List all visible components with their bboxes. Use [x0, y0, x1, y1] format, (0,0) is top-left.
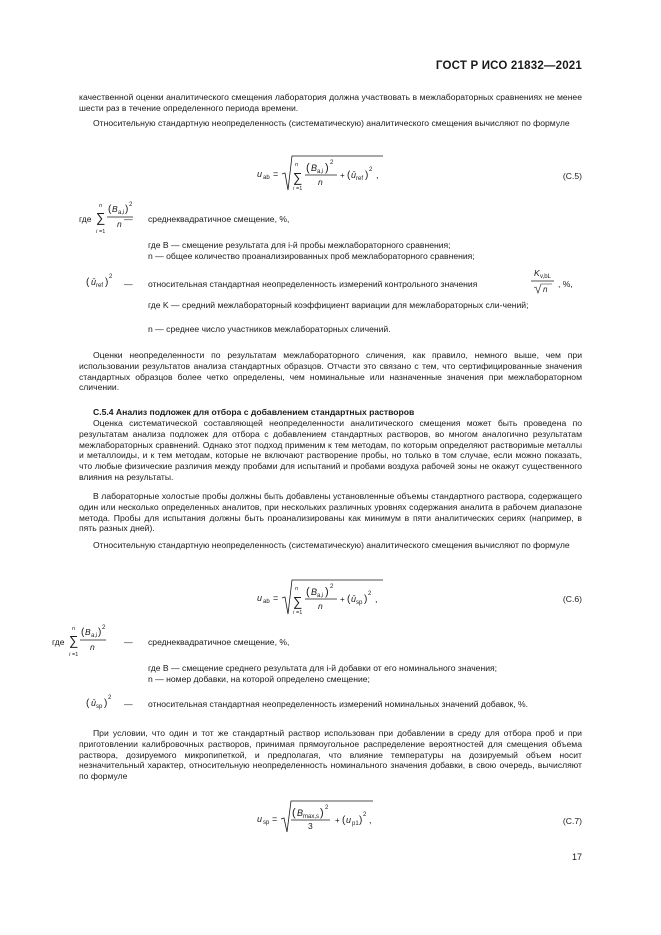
svg-text:K: K: [534, 268, 540, 278]
svg-text:n: n: [295, 162, 299, 168]
svg-text:n: n: [90, 642, 95, 652]
svg-text:2: 2: [108, 695, 112, 701]
definition-n-samples: n — общее количество проанализированных проб межлабораторного сравнения;: [148, 251, 475, 261]
svg-text:a,i: a,i: [317, 169, 324, 175]
usp-symbol: [85, 692, 115, 714]
svg-text:): ): [320, 807, 324, 819]
svg-text:=: =: [272, 814, 278, 824]
svg-text:(: (: [306, 586, 310, 598]
svg-text:B: B: [311, 587, 318, 597]
svg-text:∑: ∑: [69, 633, 79, 648]
svg-text:3: 3: [308, 821, 313, 831]
svg-text:n: n: [295, 586, 299, 592]
paragraph-7: При условии, что один и тот же стандартный раствор использован при добавлении в среду для отбора проб и при приготовлении калибровочных растворов, принимая прямоугольное распределение вероятностей для смещения объема раствора, дозируемого микропипеткой, и предполагая, что влияние температуры на дозируемый объем носит незначительный характер, относительную неопределенность номинального значения добавки, в свою очередь, вычисляют по формуле: [79, 728, 582, 782]
svg-text:a,i: a,i: [91, 633, 98, 639]
svg-text:ū: ū: [91, 277, 97, 287]
definition-bias-Bai-2: где B — смещение среднего результата для i-й добавки от его номинального значения;: [148, 663, 498, 673]
svg-text:sp: sp: [96, 704, 103, 710]
svg-text:2: 2: [325, 805, 329, 811]
equation-c5-number: (С.5): [562, 171, 582, 181]
svg-text:=: =: [273, 593, 279, 603]
svg-text:i: i: [293, 610, 295, 616]
svg-text:): ): [104, 698, 108, 709]
where-label-1: где: [79, 214, 92, 224]
equation-c6-number: (С.6): [562, 594, 582, 604]
svg-text:B: B: [85, 627, 91, 637]
svg-text:i: i: [69, 652, 71, 658]
svg-text:max,s: max,s: [303, 814, 320, 820]
svg-text:B: B: [297, 808, 304, 818]
paragraph-2: Относительную стандартную неопределенность (систематическую) аналитического смещения вычисляют по формуле: [93, 118, 570, 128]
svg-text:sp: sp: [263, 820, 270, 826]
svg-text:(: (: [108, 204, 112, 215]
svg-text:u: u: [257, 814, 263, 824]
paragraph-1: качественной оценки аналитического смещения лаборатория должна участвовать в межлабораторных сравнениях не менее шести раз в течение определенного периода времени.: [79, 92, 582, 113]
svg-text:): ): [365, 170, 369, 181]
svg-text:2: 2: [129, 202, 133, 208]
svg-text:u: u: [257, 169, 263, 179]
svg-text:2: 2: [109, 274, 113, 280]
definition-bias-Bai: где B — смещение результата для i-й пробы межлабораторного сравнения;: [148, 240, 451, 250]
svg-text:2: 2: [363, 812, 367, 818]
definition-rms-bias-2: среднеквадратичное смещение, %,: [148, 637, 290, 647]
svg-text:a,i: a,i: [118, 210, 125, 216]
svg-text:+: +: [340, 171, 345, 180]
svg-text:2: 2: [330, 160, 334, 166]
svg-text:a,i: a,i: [317, 593, 324, 599]
dash: —: [124, 637, 133, 647]
section-heading-c54: С.5.4 Анализ подложек для отбора с добавлением стандартных растворов: [93, 407, 415, 417]
equation-c6: [255, 576, 385, 620]
svg-text:(: (: [342, 815, 346, 826]
svg-text:(: (: [347, 594, 351, 605]
svg-text:2: 2: [330, 584, 334, 590]
definition-n-spike: n — номер добавки, на которой определено смещение;: [148, 674, 370, 684]
definition-kv: где K — средний межлабораторный коэффициент вариации для межлабораторных сли-чений;: [148, 300, 529, 310]
svg-text:∑: ∑: [293, 594, 303, 609]
svg-text:n: n: [117, 219, 122, 229]
paragraph-4: Оценка систематической составляющей неопределенности аналитического смещения может быть проведена по результатам анализа подложек для отбора с добавлением стандартных растворов, во многом аналогично результатам межлабораторных сравнений. Однако этот подход применим к тем методам, по которым определяют растворимые металлы и металлоиды, и к тем методам, которые не включают растворение пробы, но только в том случае, если можно показать, что любые физические различия между пробами для испытаний и пробами воздуха рабочей зоны не окажут существенного влияния на результаты.: [79, 418, 582, 482]
definition-uref: относительная стандартная неопределенность измерений контрольного значения: [148, 279, 478, 289]
svg-text:=1: =1: [72, 652, 79, 658]
svg-text:+: +: [340, 595, 345, 604]
svg-text:∑: ∑: [293, 170, 303, 185]
percent-unit: , %,: [558, 279, 573, 289]
equation-c7-number: (С.7): [562, 816, 582, 826]
svg-text:ū: ū: [351, 594, 357, 604]
svg-text:): ): [325, 162, 329, 174]
svg-text:ū: ū: [351, 170, 357, 180]
svg-text:ref: ref: [356, 176, 364, 182]
svg-text:ab: ab: [263, 175, 270, 181]
svg-text:=1: =1: [296, 186, 303, 192]
svg-text:(: (: [347, 170, 351, 181]
svg-text:i: i: [96, 229, 98, 235]
sum-bias-symbol-2: [68, 619, 112, 663]
svg-text:2: 2: [368, 591, 372, 597]
paragraph-6: Относительную стандартную неопределенность (систематическую) аналитического смещения вычисляют по формуле: [93, 540, 570, 550]
svg-text:(: (: [86, 698, 90, 709]
svg-text:2: 2: [369, 167, 373, 173]
svg-text:(: (: [81, 627, 85, 638]
page-number: 17: [571, 852, 582, 862]
definition-usp: относительная стандартная неопределенность измерений номинальных значений добавок, %.: [148, 699, 529, 709]
svg-text:): ): [364, 594, 368, 605]
svg-text:(: (: [306, 162, 310, 174]
paragraph-3: Оценки неопределенности по результатам межлабораторного сличения, как правило, немного выше, чем при использовании результатов анализа стандартных образцов. Отчасти это связано с тем, что сертифицированные значения стандартных образцов более четко определены, чем номинальные или назначенные значения при межлабораторном сличении.: [79, 350, 582, 393]
svg-text:B: B: [311, 163, 318, 173]
svg-text:n: n: [72, 626, 76, 632]
svg-text:+: +: [335, 816, 340, 825]
svg-text:v,bL: v,bL: [540, 274, 551, 280]
svg-text:u: u: [257, 593, 263, 603]
dash: —: [124, 279, 133, 289]
svg-text:,: ,: [369, 815, 372, 825]
paragraph-5: В лабораторные холостые пробы должны быть добавлены установленные объемы стандартного раствора, содержащего один или несколько определенных аналитов, при нескольких различных уровнях содержания аналита в рабочем диапазоне метода. Пробы для испытания должны быть проанализированы как минимум в пяти аналитических сериях (например, в пять разных дней).: [79, 491, 582, 534]
svg-text:,: ,: [375, 594, 378, 604]
document-header: ГОСТ Р ИСО 21832—2021: [435, 60, 582, 72]
svg-text:n: n: [318, 177, 323, 187]
svg-text:n: n: [99, 203, 103, 209]
svg-text:n: n: [543, 285, 548, 294]
svg-text:): ): [125, 204, 129, 215]
svg-text:): ): [359, 815, 363, 826]
svg-text:ū: ū: [91, 698, 97, 708]
svg-text:): ): [98, 627, 102, 638]
uref-symbol: [85, 271, 115, 293]
svg-text:ab: ab: [263, 599, 270, 605]
svg-text:i: i: [293, 186, 295, 192]
svg-text:ref: ref: [96, 283, 104, 289]
svg-text:,: ,: [376, 170, 379, 180]
svg-text:): ): [105, 277, 109, 288]
svg-text:n: n: [318, 601, 323, 611]
equation-c7: [255, 798, 375, 838]
svg-text:u: u: [346, 815, 352, 825]
svg-text:=1: =1: [99, 229, 106, 235]
dash: —: [124, 699, 133, 709]
kv-over-sqrt-n: [528, 266, 558, 298]
svg-text:=: =: [273, 169, 279, 179]
definition-n-participants: n — среднее число участников межлабораторных сличений.: [148, 324, 391, 334]
svg-text:p1: p1: [352, 821, 359, 827]
svg-text:=1: =1: [296, 610, 303, 616]
where-label-2: где: [52, 637, 65, 647]
svg-text:sp: sp: [356, 600, 363, 606]
svg-text:(: (: [86, 277, 90, 288]
svg-text:B: B: [112, 204, 118, 214]
svg-text:(: (: [292, 807, 296, 819]
svg-text:∑: ∑: [96, 210, 106, 225]
equation-c5: [255, 152, 385, 196]
svg-text:): ): [325, 586, 329, 598]
definition-rms-bias: среднеквадратичное смещение, %,: [148, 214, 290, 224]
dash: —: [124, 214, 133, 224]
svg-text:2: 2: [102, 625, 106, 631]
